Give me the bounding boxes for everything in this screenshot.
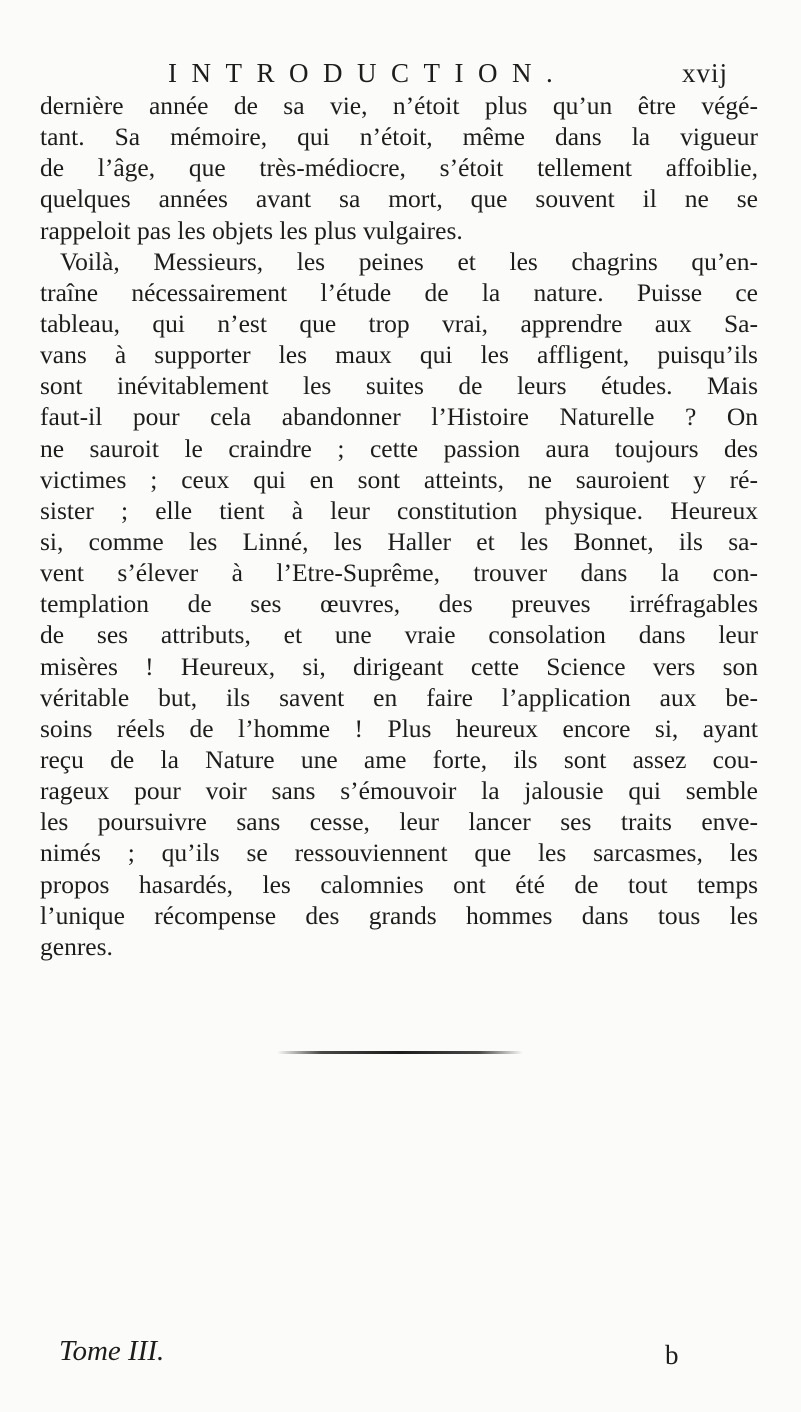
- page-number: xvij: [681, 58, 728, 88]
- text-line: misères ! Heureux, si, dirigeant cette Science vers son: [40, 651, 758, 681]
- text-line: véritable but, ils savent en faire l’application aux be-: [40, 682, 758, 712]
- text-line: si, comme les Linné, les Haller et les Bonnet, ils sa-: [40, 526, 758, 556]
- text-line: tant. Sa mémoire, qui n’étoit, même dans la vigueur: [40, 122, 758, 152]
- gathering-mark: b: [665, 1340, 679, 1370]
- text-line: les poursuivre sans cesse, leur lancer ses traits enve-: [40, 807, 758, 837]
- text-line: de l’âge, que très-médiocre, s’étoit tellement affoiblie,: [40, 153, 758, 183]
- text-line: faut-il pour cela abandonner l’Histoire Naturelle ? On: [40, 402, 758, 432]
- text-line: vans à supporter les maux qui les affligent, puisqu’ils: [40, 340, 758, 370]
- body-text: [40, 90, 758, 962]
- volume-signature: Tome III.: [59, 1335, 165, 1367]
- text-line: Voilà, Messieurs, les peines et les chagrins qu’en-: [60, 246, 758, 276]
- text-line: vent s’élever à l’Etre-Suprême, trouver dans la con-: [40, 558, 758, 588]
- text-line: soins réels de l’homme ! Plus heureux encore si, ayant: [40, 713, 758, 743]
- text-line: sont inévitablement les suites de leurs études. Mais: [40, 371, 758, 401]
- text-line: propos hasardés, les calomnies ont été de tout temps: [40, 869, 758, 899]
- text-line: rageux pour voir sans s’émouvoir la jalousie qui semble: [40, 776, 758, 806]
- text-line: ne sauroit le craindre ; cette passion aura toujours des: [40, 433, 758, 463]
- text-line: quelques années avant sa mort, que souvent il ne se: [40, 184, 758, 214]
- text-line: reçu de la Nature une ame forte, ils sont assez cou-: [40, 744, 758, 774]
- text-line: templation de ses œuvres, des preuves irréfragables: [40, 589, 758, 619]
- running-head: [168, 56, 728, 90]
- text-line: genres.: [40, 931, 113, 961]
- running-title: INTRODUCTION.: [168, 58, 568, 88]
- text-line: nimés ; qu’ils se ressouviennent que les sarcasmes, les: [40, 838, 758, 868]
- text-line: l’unique récompense des grands hommes dans tous les: [40, 900, 758, 930]
- text-line: tableau, qui n’est que trop vrai, apprendre aux Sa-: [40, 308, 758, 338]
- text-line: dernière année de sa vie, n’étoit plus qu’un être végé-: [40, 91, 758, 120]
- text-line: victimes ; ceux qui en sont atteints, ne sauroient y ré-: [40, 464, 758, 494]
- text-line: rappeloit pas les objets les plus vulgaires.: [40, 215, 463, 245]
- text-line: traîne nécessairement l’étude de la nature. Puisse ce: [40, 277, 758, 307]
- text-line: de ses attributs, et une vraie consolation dans leur: [40, 620, 758, 650]
- section-divider: [277, 1051, 523, 1054]
- text-line: sister ; elle tient à leur constitution physique. Heureux: [40, 495, 758, 525]
